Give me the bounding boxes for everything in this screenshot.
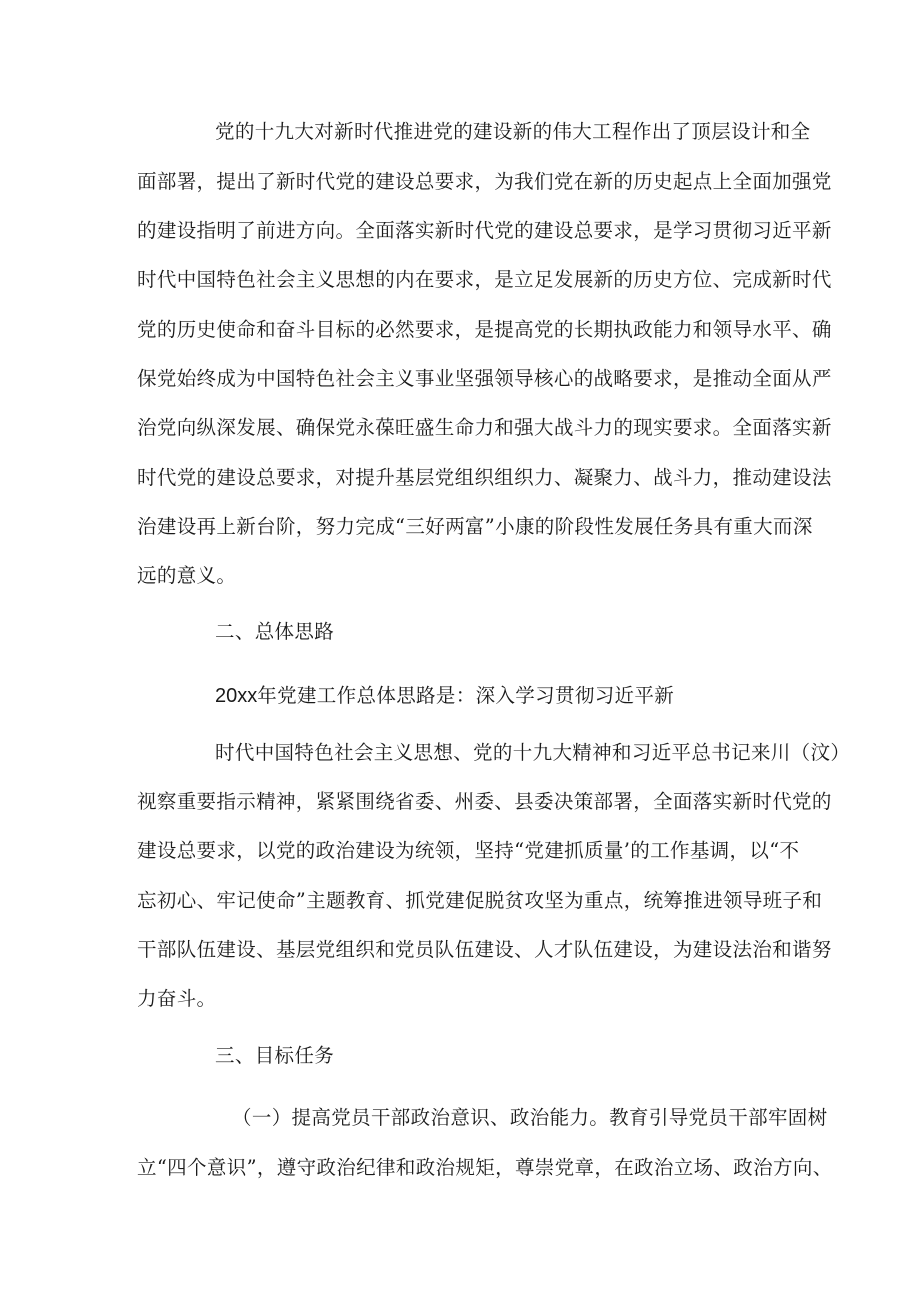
section-heading: 二、总体思路 xyxy=(215,620,335,643)
paragraph-line: 时代中国特色社会主义思想的内在要求，是立足发展新的历史方位、完成新时代 xyxy=(137,268,832,291)
paragraph-line: 远的意义。 xyxy=(137,564,237,587)
paragraph-line: （一）提高党员干部政治意识、政治能力。教育引导党员干部牢固树 xyxy=(232,1106,828,1129)
paragraph-line: 力奋斗。 xyxy=(137,987,217,1010)
paragraph-line: 治党向纵深发展、确保党永葆旺盛生命力和强大战斗力的现实要求。全面落实新 xyxy=(137,416,832,439)
paragraph-line xyxy=(215,684,674,708)
section-heading: 三、目标任务 xyxy=(215,1044,335,1067)
paragraph-line: 建设总要求，以党的政治建设为统领，坚持“党建抓质量’的工作基调，以“不 xyxy=(137,839,800,862)
paragraph-text: 年党建工作总体思路是：深入学习贯彻习近平新 xyxy=(257,684,675,707)
paragraph-line: 的建设指明了前进方向。全面落实新时代党的建设总要求，是学习贯彻习近平新 xyxy=(137,219,832,242)
paragraph-line: 时代中国特色社会主义思想、党的十九大精神和习近平总书记来川（汶） xyxy=(215,741,851,764)
paragraph-line: 治建设再上新台阶，努力完成“三好两富”小康的阶段性发展任务具有重大而深 xyxy=(137,515,813,538)
paragraph-line: 党的十九大对新时代推进党的建设新的伟大工程作出了顶层设计和全 xyxy=(215,120,811,143)
paragraph-line: 党的历史使命和奋斗目标的必然要求，是提高党的长期执政能力和领导水平、确 xyxy=(137,318,832,341)
paragraph-line: 面部署，提出了新时代党的建设总要求，为我们党在新的历史起点上全面加强党 xyxy=(137,170,832,193)
paragraph-line: 干部队伍建设、基层党组织和党员队伍建设、人才队伍建设，为建设法治和谐努 xyxy=(137,938,832,961)
paragraph-line: 保党始终成为中国特色社会主义事业坚强领导核心的战略要求，是推动全面从严 xyxy=(137,367,832,390)
paragraph-line: 立“四个意识”，遵守政治纪律和政治规矩，尊崇党章，在政治立场、政治方向、 xyxy=(137,1156,833,1179)
paragraph-line: 忘初心、牢记使命”主题教育、抓党建促脱贫攻坚为重点，统筹推进领导班子和 xyxy=(137,889,823,912)
paragraph-line: 视察重要指示精神，紧紧围绕省委、州委、县委决策部署，全面落实新时代党的 xyxy=(137,790,832,813)
year-text: 20xx xyxy=(215,685,258,707)
paragraph-line: 时代党的建设总要求，对提升基层党组织组织力、凝聚力、战斗力，推动建设法 xyxy=(137,466,832,489)
